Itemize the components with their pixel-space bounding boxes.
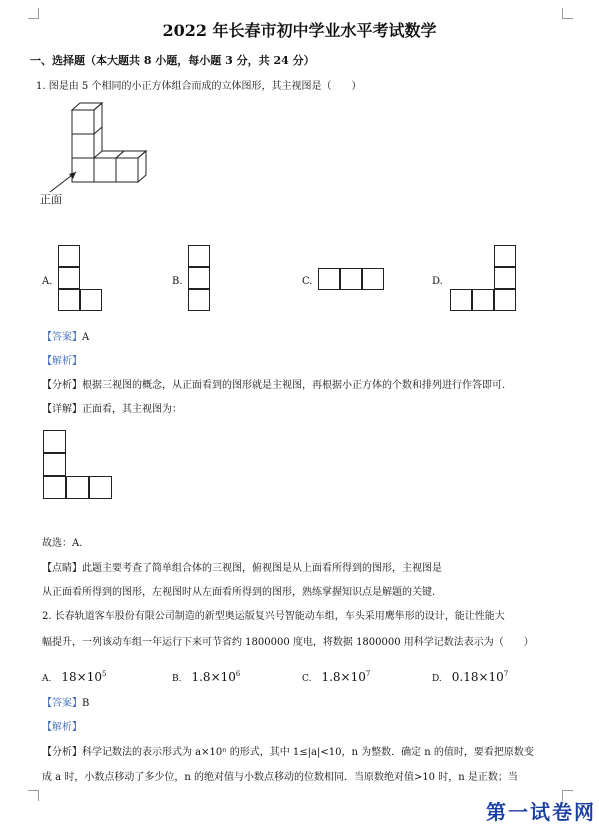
front-view-label: 正面 [40, 193, 62, 206]
q2-option-d: D. $0.18\times 10^7$ [432, 670, 509, 684]
q1-option-c-label: C. [302, 276, 313, 287]
corner-mark-bottom-left [28, 790, 39, 801]
q2-option-c: C. $1.8\times 10^7$ [302, 670, 371, 684]
q2-analysis-tag: 【解析】 [42, 722, 82, 733]
q1-option-b-figure [188, 245, 212, 315]
q2-answer: 【答案】B [42, 698, 90, 709]
q1-option-d-figure [450, 245, 520, 315]
q2-option-b: B. $1.8\times 10^6$ [172, 670, 241, 684]
section-heading: 一、选择题（本大题共 8 小题，每小题 3 分，共 24 分） [30, 54, 315, 67]
q1-fenxi: 【分析】根据三视图的概念，从正面看到的图形就是主视图，再根据小正方体的个数和排列进行作答即可. [42, 380, 506, 391]
q2-fenxi-1: 【分析】科学记数法的表示形式为 a×10ⁿ 的形式，其中 1≤|a|<10，n 为整数．确定 n 的值时，要看把原数变 [42, 747, 534, 758]
q1-dianjing-1: 【点睛】此题主要考查了简单组合体的三视图，俯视图是从上面看所得到的图形，主视图是 [42, 563, 442, 574]
q2-stem-2: 幅提升，一列该动车组一年运行下来可节省约 1800000 度电，将数据 1800000 用科学记数法表示为（ ） [42, 637, 534, 648]
q1-analysis-tag: 【解析】 [42, 356, 82, 367]
q1-option-c-figure [318, 268, 388, 292]
q1-answer: 【答案】A [42, 332, 90, 343]
footer-logo: 第一试卷网 [486, 800, 596, 824]
q1-xiangjie: 【详解】正面看，其主视图为： [42, 404, 182, 415]
q1-conclusion: 故选：A. [42, 538, 83, 549]
page-title: 2022 年长春市初中学业水平考试数学 [162, 21, 437, 40]
q2-fenxi-2: 成 a 时，小数点移动了多少位，n 的绝对值与小数点移动的位数相同．当原数绝对值>10 时，n 是正数；当 [42, 772, 518, 783]
q2-option-a: A. $18\times 10^5$ [42, 670, 107, 684]
q1-stem: 1. 图是由 5 个相同的小正方体组合而成的立体图形，其主视图是（ ） [36, 81, 362, 92]
q1-option-a-label: A. [42, 276, 53, 287]
q1-option-b-label: B. [172, 276, 183, 287]
q2-stem-1: 2. 长春轨道客车股份有限公司制造的新型奥运版复兴号智能动车组，车头采用鹰隼形的设计，能让性能大 [42, 611, 505, 622]
q1-solution-figure [43, 430, 113, 500]
q1-option-a-figure [58, 245, 108, 315]
q1-dianjing-2: 从正面看所得到的图形，左视图时从左面看所得到的图形，熟练掌握知识点是解题的关键. [42, 587, 436, 598]
q1-option-d-label: D. [432, 276, 443, 287]
